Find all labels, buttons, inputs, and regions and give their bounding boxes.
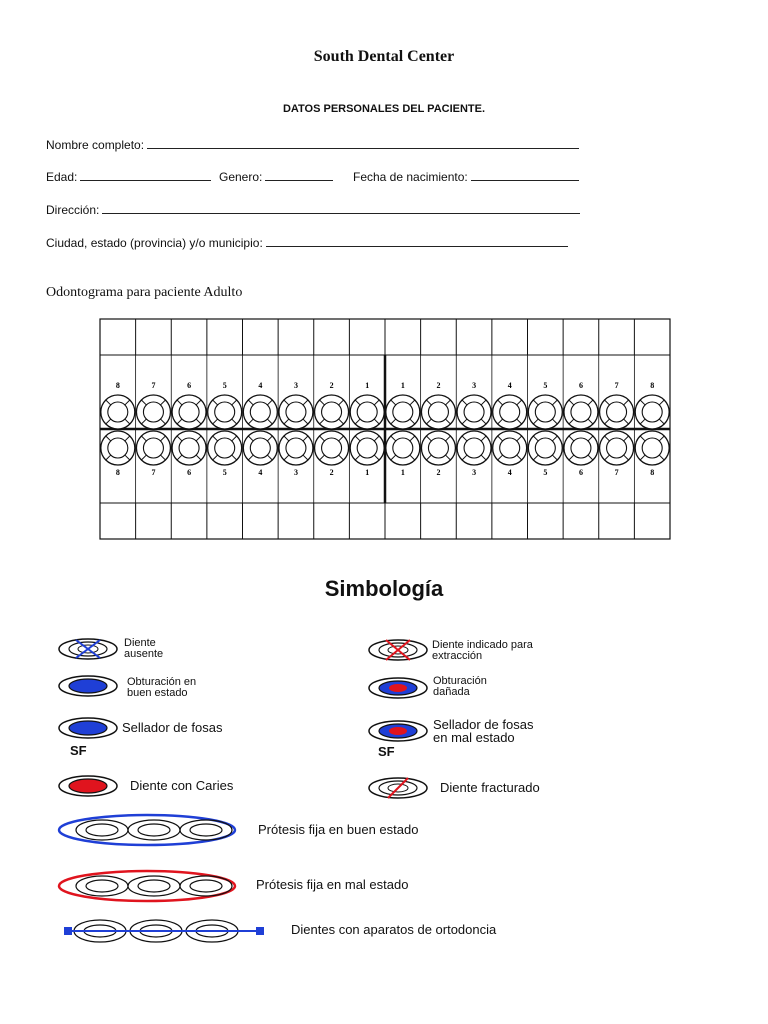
lower-tooth-number: 6: [578, 468, 583, 477]
edad-field: [46, 168, 211, 184]
lower-tooth: [136, 431, 170, 465]
lower-tooth-number: 6: [187, 468, 192, 477]
lower-tooth-number: 1: [400, 468, 405, 477]
upper-tooth-number: 3: [293, 381, 298, 390]
legend-protesis-mal: Prótesis fija en mal estado: [256, 877, 409, 892]
upper-tooth-number: 3: [472, 381, 477, 390]
legend-caries: Diente con Caries: [130, 778, 234, 793]
orthodontic-braces-icon: [62, 916, 268, 946]
upper-tooth: [457, 395, 491, 429]
upper-tooth: [635, 395, 669, 429]
upper-tooth: [528, 395, 562, 429]
genero-field: [219, 168, 333, 184]
lower-tooth-number: 8: [650, 468, 655, 477]
upper-tooth-number: 6: [187, 381, 192, 390]
ciudad-label: Ciudad, estado (provincia) y/o municipio:: [46, 236, 263, 250]
clinic-name: South Dental Center: [313, 48, 455, 65]
bad-bridge-icon: [56, 868, 238, 904]
fecha-label: Fecha de nacimiento:: [353, 170, 468, 184]
lower-tooth: [457, 431, 491, 465]
upper-tooth-number: 4: [507, 381, 512, 390]
fecha-line[interactable]: [471, 168, 579, 181]
lower-tooth: [208, 431, 242, 465]
damaged-filling-icon: [366, 675, 430, 701]
lower-tooth-number: 3: [293, 468, 298, 477]
direccion-field: [46, 201, 580, 217]
upper-tooth: [386, 395, 420, 429]
edad-label: Edad:: [46, 170, 78, 184]
upper-tooth: [243, 395, 277, 429]
ciudad-line[interactable]: [266, 234, 568, 247]
nombre-line[interactable]: [147, 136, 579, 149]
upper-tooth: [421, 395, 455, 429]
missing-tooth-icon: [56, 636, 120, 662]
lower-tooth-number: 4: [258, 468, 263, 477]
upper-tooth: [350, 395, 384, 429]
direccion-line[interactable]: [102, 201, 580, 214]
upper-tooth-number: 4: [258, 381, 263, 390]
upper-tooth-number: 5: [222, 381, 227, 390]
lower-tooth: [350, 431, 384, 465]
lower-tooth: [279, 431, 313, 465]
nombre-field: [46, 136, 579, 152]
edad-line[interactable]: [80, 168, 211, 181]
legend-extraccion: Diente indicado para extracción: [432, 639, 533, 662]
lower-tooth-number: 5: [222, 468, 227, 477]
legend-sellador: Sellador de fosas: [122, 720, 223, 735]
nombre-label: Nombre completo:: [46, 138, 145, 152]
lower-tooth-number: 1: [365, 468, 370, 477]
upper-tooth-number: 6: [578, 381, 583, 390]
lower-tooth-number: 8: [115, 468, 120, 477]
upper-tooth-number: 5: [543, 381, 548, 390]
lower-tooth: [243, 431, 277, 465]
upper-tooth-number: 7: [151, 381, 156, 390]
lower-tooth-number: 7: [151, 468, 156, 477]
upper-tooth-number: 1: [365, 381, 370, 390]
fecha-field: [353, 168, 579, 184]
legend-sf-2: SF: [378, 744, 395, 759]
legend-protesis-buen: Prótesis fija en buen estado: [258, 822, 419, 837]
section-title: DATOS PERSONALES DEL PACIENTE.: [282, 103, 486, 115]
lower-tooth-number: 5: [543, 468, 548, 477]
upper-tooth-number: 8: [115, 381, 120, 390]
upper-tooth-number: 1: [400, 381, 405, 390]
sealant-icon: [56, 715, 120, 741]
legend-title: Simbología: [324, 576, 444, 601]
legend-sellador-mal: Sellador de fosas en mal estado: [433, 717, 534, 745]
legend-obt-danada: Obturación dañada: [433, 675, 487, 698]
bad-sealant-icon: [366, 718, 430, 744]
lower-tooth-number: 3: [472, 468, 477, 477]
upper-tooth: [172, 395, 206, 429]
odontogram-chart[interactable]: [99, 318, 671, 540]
upper-tooth-number: 2: [436, 381, 441, 390]
legend-fracturado: Diente fracturado: [440, 780, 540, 795]
caries-icon: [56, 773, 120, 799]
upper-tooth-number: 2: [329, 381, 334, 390]
lower-tooth: [528, 431, 562, 465]
legend-ausente: Diente ausente: [124, 637, 164, 660]
upper-tooth: [600, 395, 634, 429]
upper-tooth: [315, 395, 349, 429]
upper-tooth: [101, 395, 135, 429]
upper-tooth: [136, 395, 170, 429]
lower-tooth: [493, 431, 527, 465]
lower-tooth: [421, 431, 455, 465]
direccion-label: Dirección:: [46, 203, 100, 217]
lower-tooth: [564, 431, 598, 465]
lower-tooth-number: 2: [436, 468, 441, 477]
upper-tooth: [279, 395, 313, 429]
good-filling-icon: [56, 673, 120, 699]
fractured-tooth-icon: [366, 775, 430, 801]
upper-tooth: [208, 395, 242, 429]
lower-tooth-number: 7: [614, 468, 619, 477]
lower-tooth: [315, 431, 349, 465]
lower-tooth: [101, 431, 135, 465]
ciudad-field: [46, 234, 568, 250]
lower-tooth: [172, 431, 206, 465]
legend-obt-buen: Obturación en buen estado: [127, 676, 197, 699]
lower-tooth-number: 4: [507, 468, 512, 477]
upper-tooth: [493, 395, 527, 429]
good-bridge-icon: [56, 812, 238, 848]
upper-tooth-number: 7: [614, 381, 619, 390]
lower-tooth: [600, 431, 634, 465]
lower-tooth: [635, 431, 669, 465]
odontogram-title: Odontograma para paciente Adulto: [46, 285, 243, 300]
upper-tooth-number: 8: [650, 381, 655, 390]
upper-tooth: [564, 395, 598, 429]
legend-ortodoncia: Dientes con aparatos de ortodoncia: [291, 922, 497, 937]
lower-tooth-number: 2: [329, 468, 334, 477]
genero-line[interactable]: [265, 168, 333, 181]
extraction-tooth-icon: [366, 637, 430, 663]
legend-sf-1: SF: [70, 743, 87, 758]
genero-label: Genero:: [219, 170, 263, 184]
lower-tooth: [386, 431, 420, 465]
